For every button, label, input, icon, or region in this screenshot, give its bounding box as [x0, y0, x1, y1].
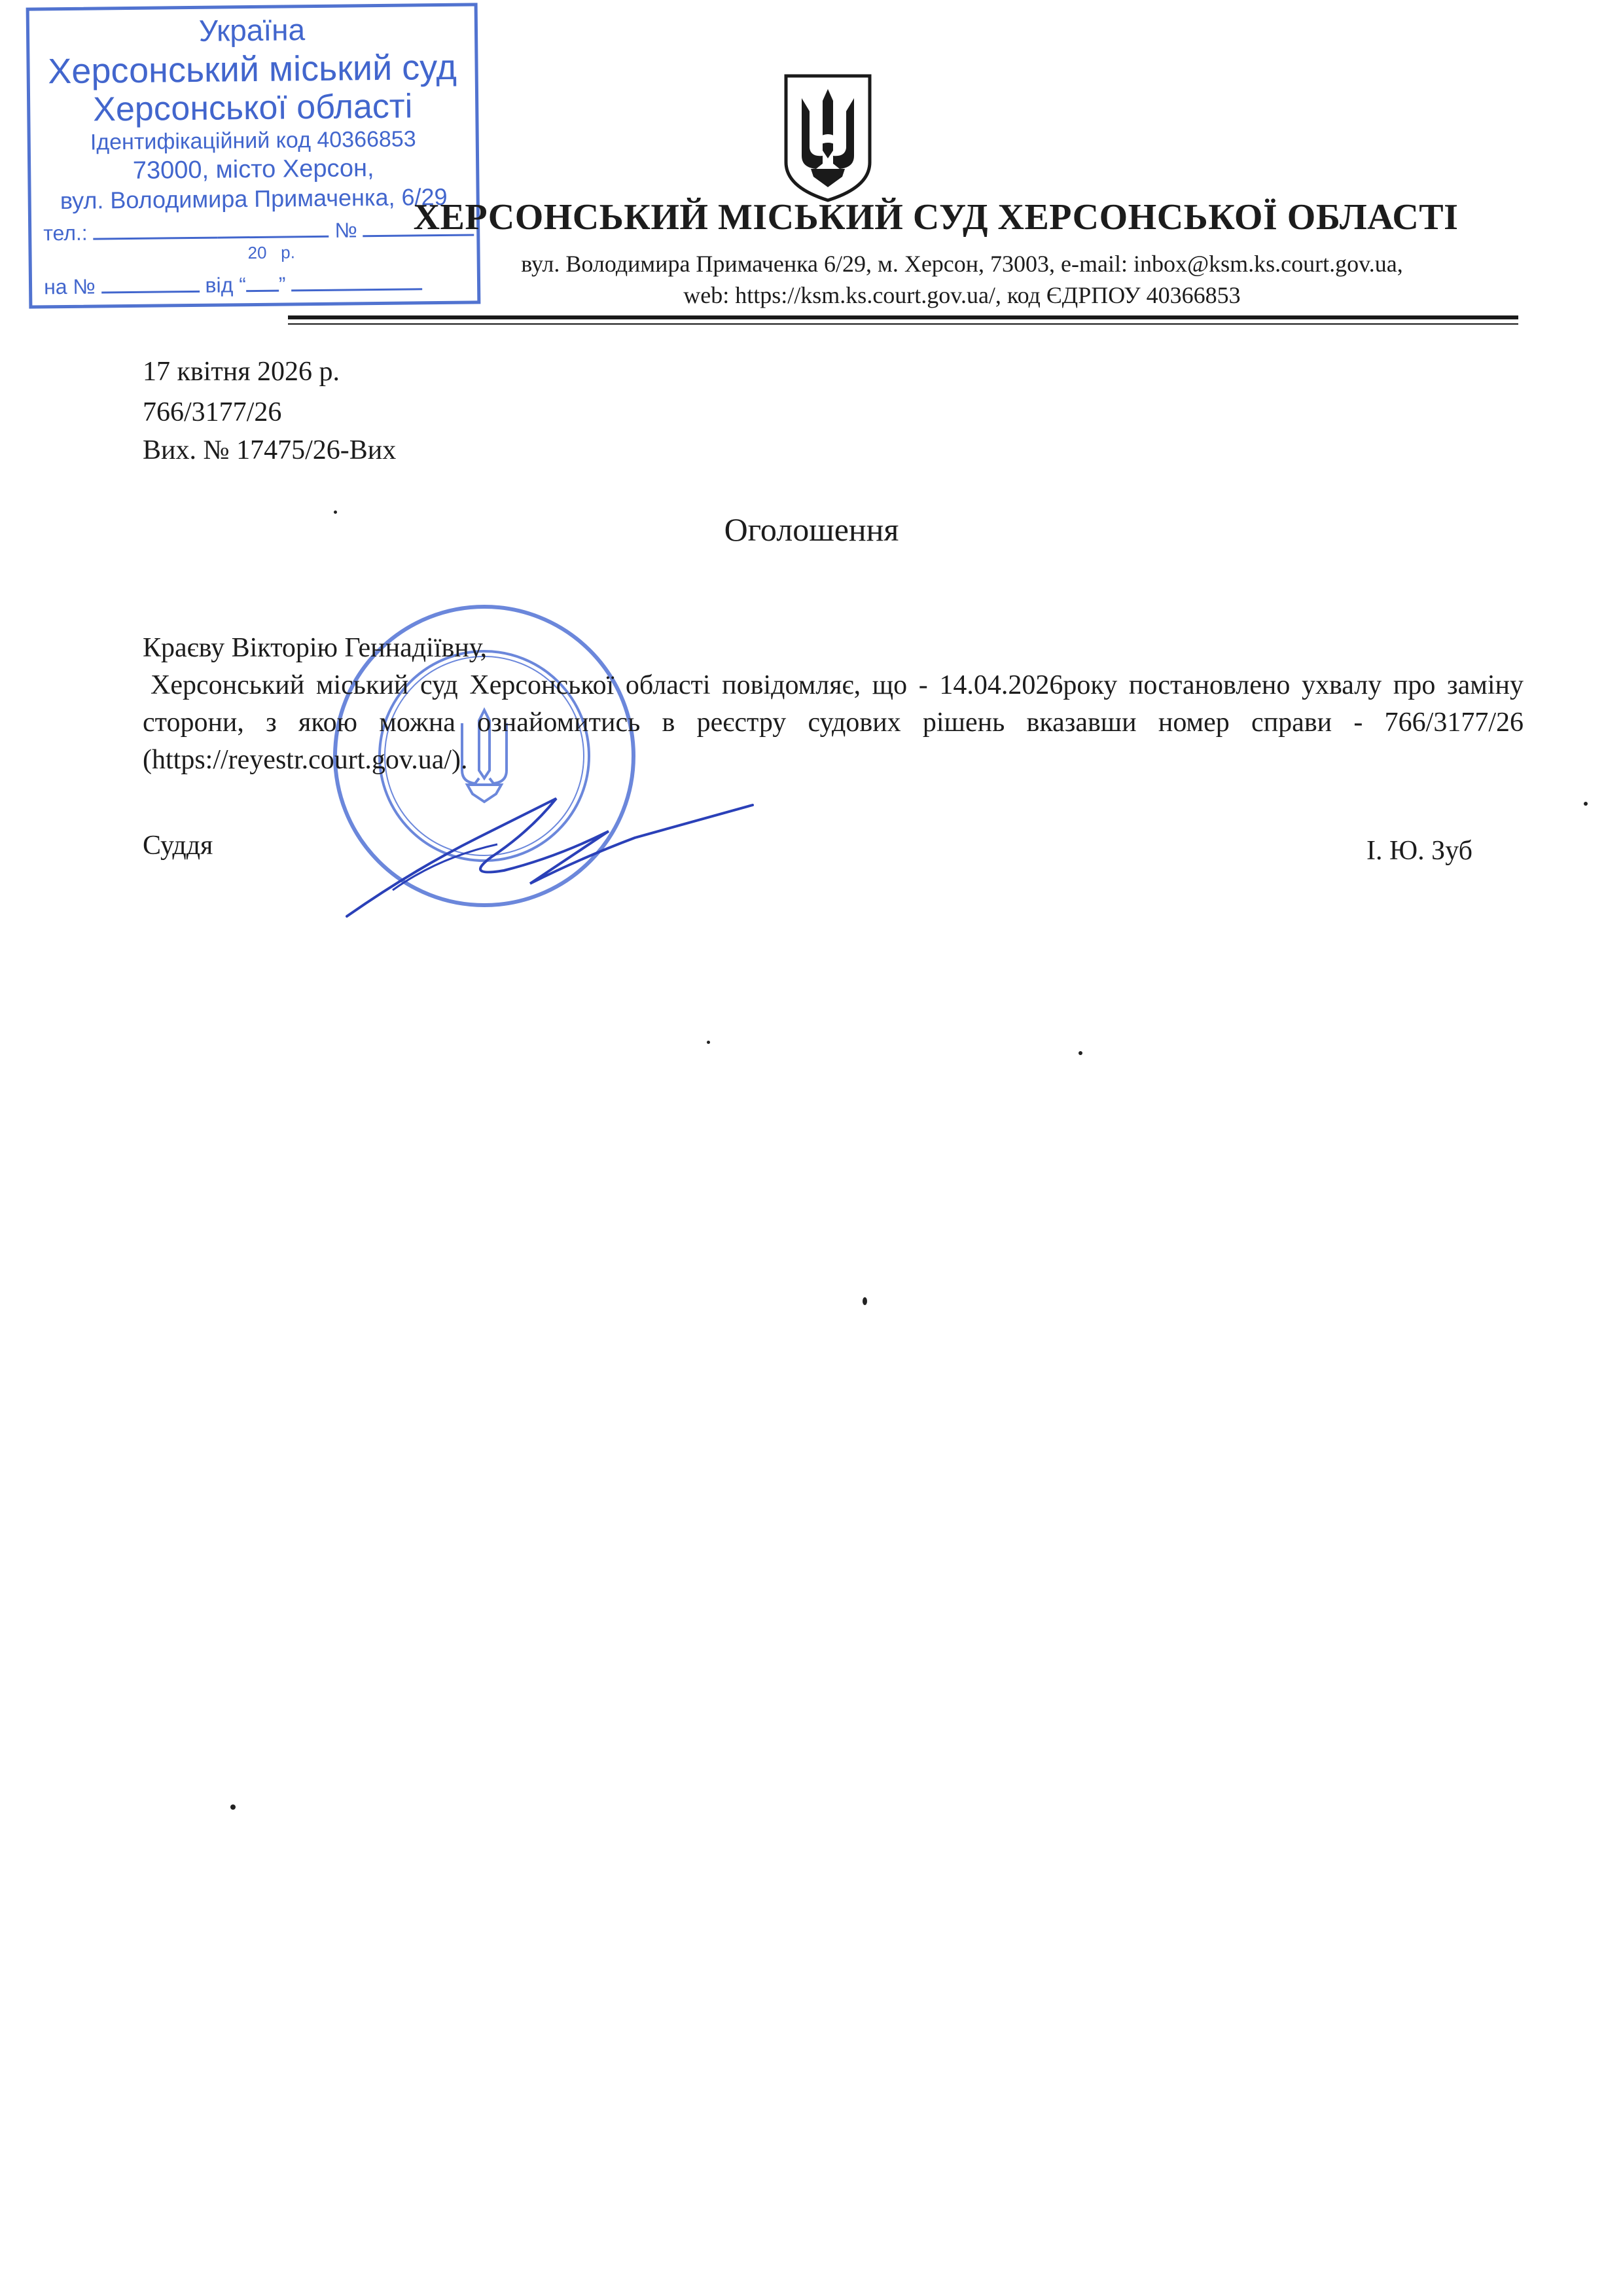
outgoing-number: Вих. № 17475/26-Вих: [143, 435, 397, 465]
stamp-country: Україна: [198, 12, 306, 48]
scan-speck: [863, 1297, 867, 1305]
stamp-region: Херсонської області: [92, 87, 413, 129]
stamp-vid-label: від: [205, 273, 234, 297]
stamp-year-suffix: р.: [280, 242, 295, 262]
document-date: 17 квітня 2026 р.: [143, 357, 340, 387]
header-rule-thin: [288, 323, 1518, 325]
scan-speck: [334, 511, 337, 514]
case-number: 766/3177/26: [143, 397, 282, 427]
scan-speck: [230, 1804, 236, 1810]
coat-of-arms-icon: [782, 72, 874, 203]
stamp-na-label: на №: [43, 274, 96, 299]
signatory-name: І. Ю. Зуб: [1366, 836, 1473, 866]
court-address-line-1: вул. Володимира Примаченка 6/29, м. Херсон, 73003, e-mail: inbox@ksm.ks.court.gov.ua,: [521, 251, 1403, 277]
document-title: Оголошення: [724, 511, 899, 548]
stamp-postal: 73000, місто Херсон,: [132, 154, 374, 185]
stamp-court-name: Херсонський міський суд: [48, 47, 457, 92]
stamp-quote-close: ”: [278, 272, 286, 296]
header-rule: [288, 315, 1518, 319]
stamp-tel-label: тел.:: [43, 221, 88, 245]
signature-icon: [334, 759, 759, 923]
stamp-quote-open: “: [239, 273, 247, 297]
scan-speck: [707, 1041, 710, 1044]
stamp-id-code: Ідентифікаційний код 40366853: [90, 126, 416, 155]
document-body: [143, 630, 1524, 779]
signatory-role: Суддя: [143, 831, 213, 861]
court-name: ХЕРСОНСЬКИЙ МІСЬКИЙ СУД ХЕРСОНСЬКОЇ ОБЛАСТІ: [413, 197, 1459, 238]
scan-speck: [1584, 802, 1588, 806]
announcement-text: Херсонський міський суд Херсонської області повідомляє, що - 14.04.2026року постановлено ухвалу про заміну сторони, з якою можна ознайомитись в реєстру судових рішень вказавши номер справи - 766/3177/26 (https://reyestr.court.gov.ua/).: [143, 670, 1524, 775]
addressee: Краєву Вікторію Геннадіївну,: [143, 633, 488, 663]
stamp-no-label: №: [334, 218, 357, 242]
stamp-street: вул. Володимира Примаченка, 6/29: [60, 183, 448, 215]
scan-speck: [1079, 1051, 1082, 1055]
stamp-year-label: 20: [247, 242, 267, 263]
court-address-line-2: web: https://ksm.ks.court.gov.ua/, код ЄДРПОУ 40366853: [683, 282, 1241, 308]
